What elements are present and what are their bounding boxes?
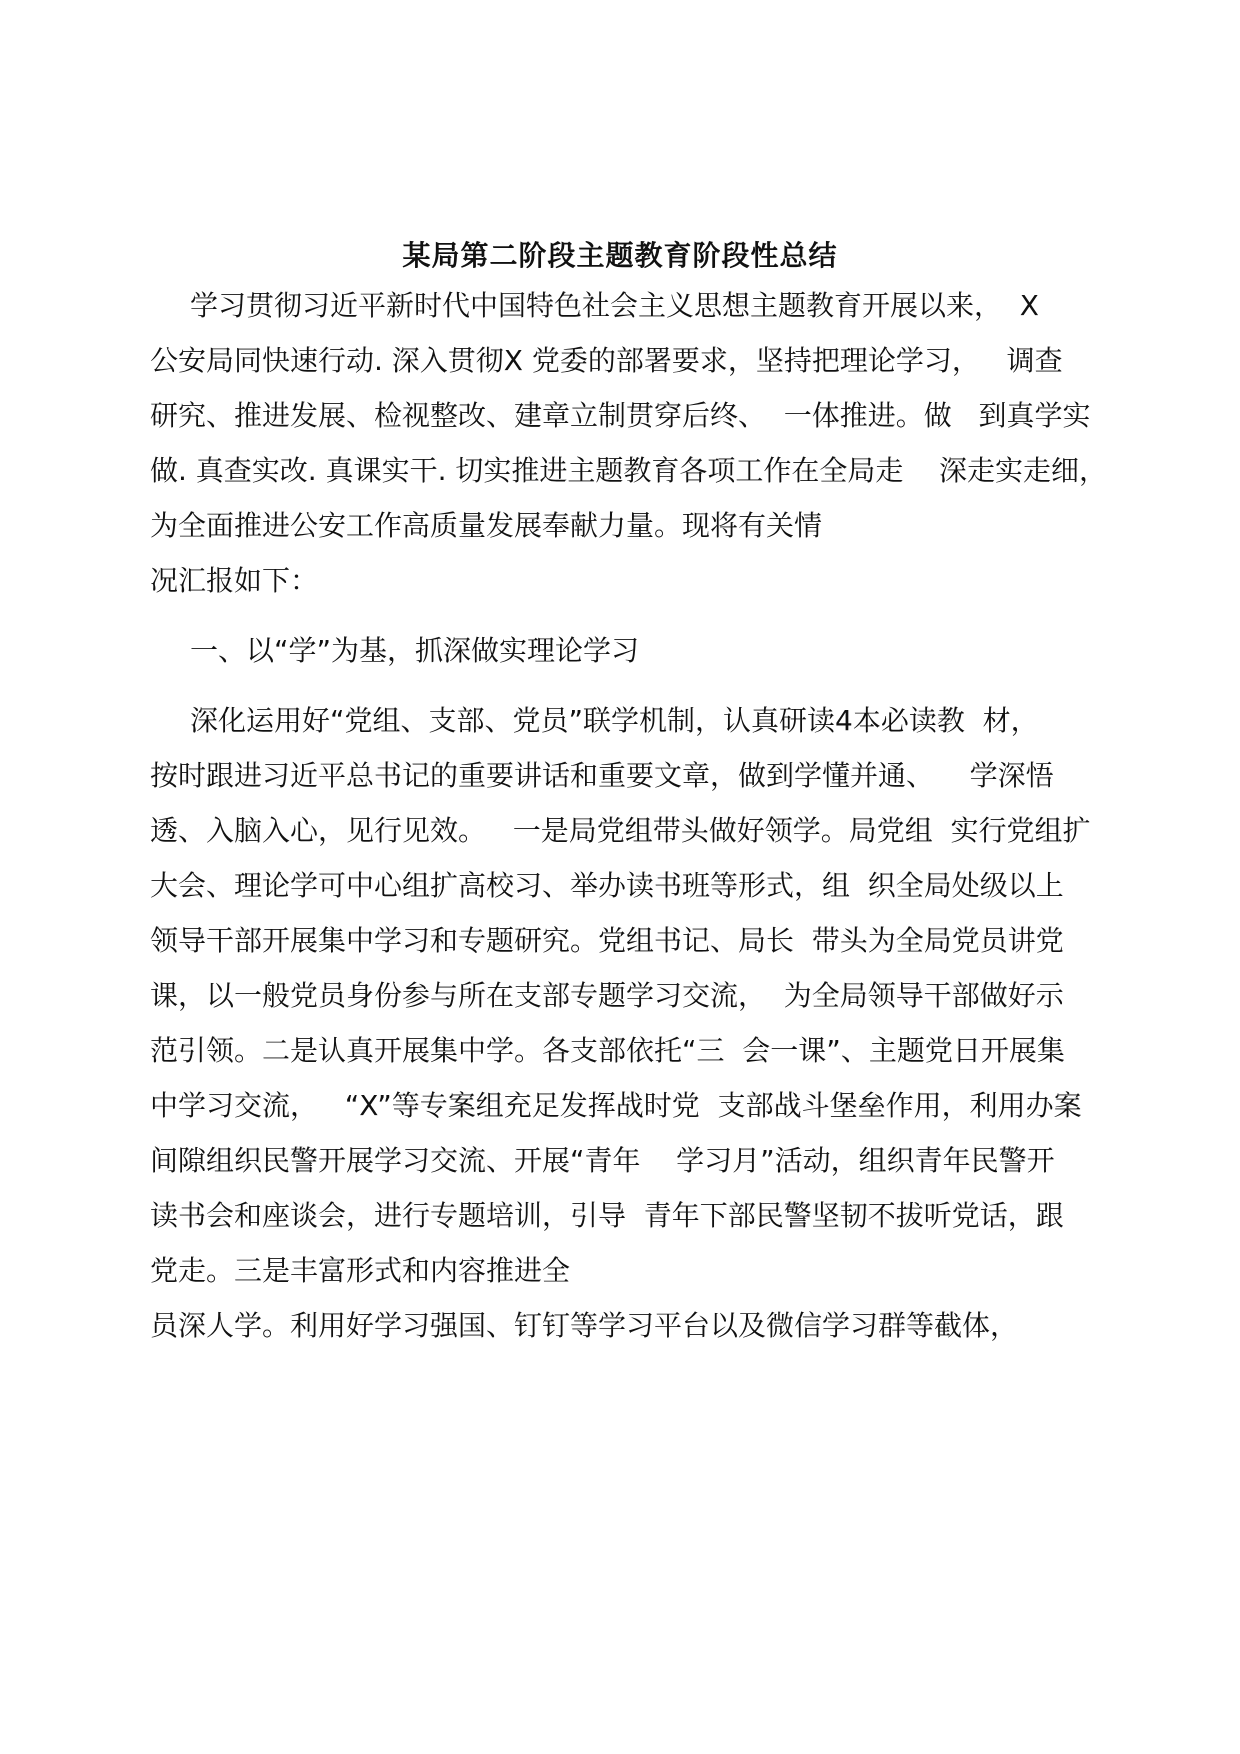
body-line-11: 党走。三是丰富形式和内容推进全: [150, 1254, 571, 1287]
body-line-6: 课，以一般党员身份参与所在支部专题学习交流， 为全局领导干部做好示: [150, 979, 1064, 1012]
intro-line-3: 研究、推进发展、检视整改、建章立制贯穿后终、 一体推进。做 到真学实: [150, 399, 1091, 432]
body-line-10: 读书会和座谈会，进行专题培训，引导 青年下部民警坚韧不拔听党话，跟: [150, 1199, 1064, 1232]
body-line-7: 范引领。二是认真开展集中学。各支部依托“三 会一课”、主题党日开展集: [150, 1034, 1065, 1067]
body-line-9: 间隙组织民警开展学习交流、开展“青年 学习月”活动，组织青年民警开: [150, 1144, 1055, 1177]
document-title: 某局第二阶段主题教育阶段性总结: [402, 239, 838, 272]
body-line-8: 中学习交流， “X”等专案组充足发挥战时党 支部战斗堡垒作用，利用办案: [150, 1089, 1082, 1122]
intro-line-6: 况汇报如下：: [150, 564, 319, 597]
intro-line-5: 为全面推进公安工作高质量发展奉献力量。现将有关情: [150, 509, 823, 542]
body-line-1: 深化运用好“党组、支部、党员”联学机制，认真研读4本必读教 材，: [190, 704, 1039, 737]
body-line-2: 按时跟进习近平总书记的重要讲话和重要文章，做到学懂并通、 学深悟: [150, 759, 1054, 792]
section-heading: 一、以“学”为基，抓深做实理论学习: [190, 634, 640, 667]
intro-line-2: 公安局同快速行动. 深入贯彻X 党委的部署要求，坚持把理论学习， 调查: [150, 344, 1063, 377]
intro-line-1: 学习贯彻习近平新时代中国特色社会主义思想主题教育开展以来， X: [190, 289, 1039, 322]
body-line-3: 透、入脑入心，见行见效。 一是局党组带头做好领学。局党组 实行党组扩: [150, 814, 1091, 847]
intro-line-4: 做. 真查实改. 真课实干. 切实推进主题教育各项工作在全局走 深走实走细，: [150, 454, 1108, 487]
body-line-4: 大会、理论学可中心组扩高校习、举办读书班等形式，组 织全局处级以上: [150, 869, 1064, 902]
body-line-12: 员深人学。利用好学习强国、钉钉等学习平台以及微信学习群等截体，: [150, 1309, 1019, 1342]
body-line-5: 领导干部开展集中学习和专题研究。党组书记、局长 带头为全局党员讲党: [150, 924, 1064, 957]
